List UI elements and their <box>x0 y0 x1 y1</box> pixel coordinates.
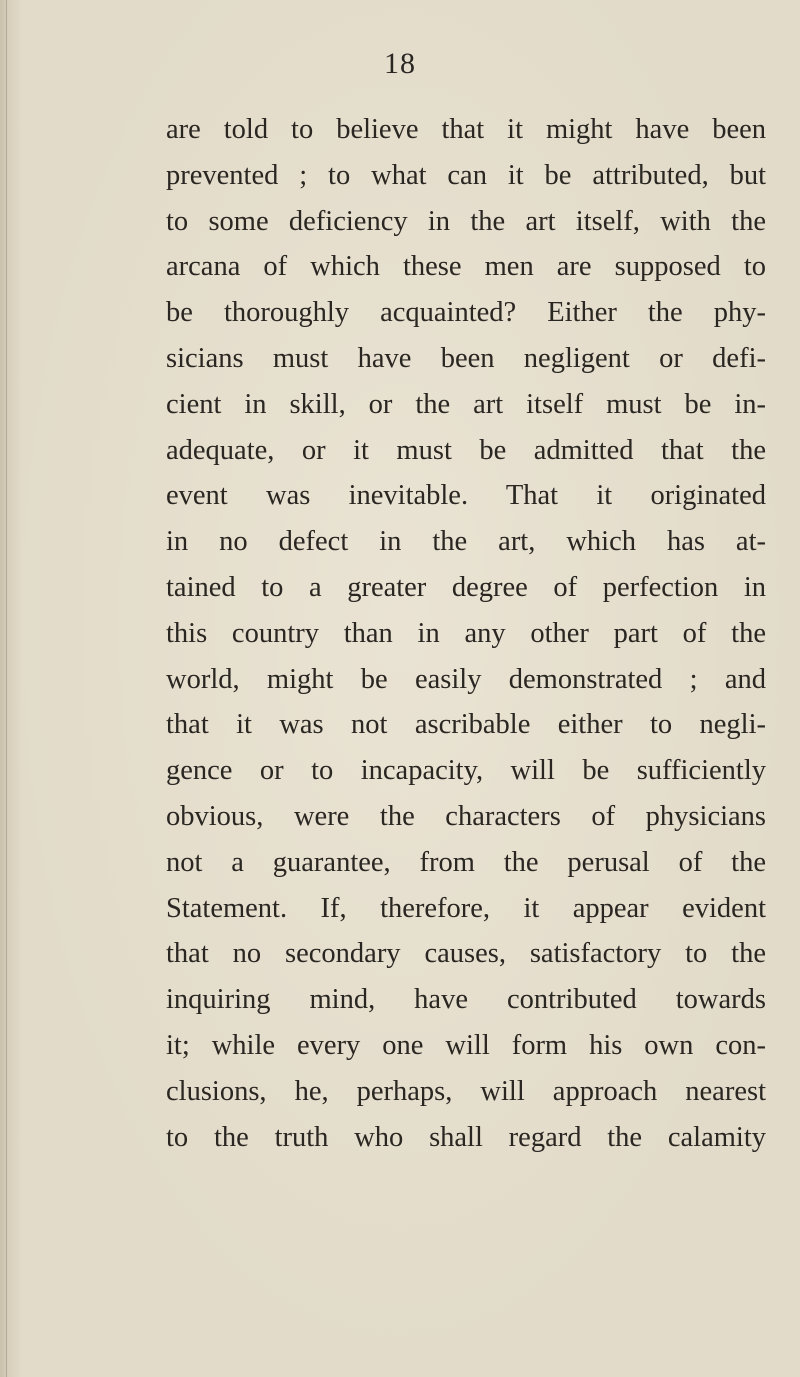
text-line: not a guarantee, from the perusal of the <box>166 846 766 878</box>
text-line: that no secondary causes, satisfactory to the <box>166 938 766 970</box>
text-line: in no defect in the art, which has at- <box>166 526 766 558</box>
body-text <box>166 107 766 1160</box>
text-line: cient in skill, or the art itself must be in- <box>166 388 766 420</box>
text-line: to the truth who shall regard the calamity <box>166 1121 766 1153</box>
text-line: prevented ; to what can it be attributed, but <box>166 159 766 191</box>
page-gutter <box>0 0 22 1377</box>
text-line: to some deficiency in the art itself, with the <box>166 205 766 237</box>
text-line: world, might be easily demonstrated ; and <box>166 663 766 695</box>
text-line: this country than in any other part of the <box>166 617 766 649</box>
text-line: tained to a greater degree of perfection in <box>166 571 766 603</box>
page-number: 18 <box>384 47 416 80</box>
text-line: be thoroughly acquainted? Either the phy- <box>166 297 766 329</box>
text-line: event was inevitable. That it originated <box>166 480 766 512</box>
text-line: adequate, or it must be admitted that the <box>166 434 766 466</box>
text-line: clusions, he, perhaps, will approach nearest <box>166 1075 766 1107</box>
text-line: inquiring mind, have contributed towards <box>166 984 766 1016</box>
text-line: sicians must have been negligent or defi- <box>166 342 766 374</box>
binding-edge <box>6 0 7 1377</box>
text-line: it; while every one will form his own con- <box>166 1029 766 1061</box>
text-line: arcana of which these men are supposed to <box>166 251 766 283</box>
text-line: Statement. If, therefore, it appear evident <box>166 892 766 924</box>
text-line: obvious, were the characters of physicians <box>166 800 766 832</box>
text-line: are told to believe that it might have been <box>166 114 766 145</box>
text-line: gence or to incapacity, will be sufficiently <box>166 755 766 787</box>
text-line: that it was not ascribable either to negli- <box>166 709 766 741</box>
